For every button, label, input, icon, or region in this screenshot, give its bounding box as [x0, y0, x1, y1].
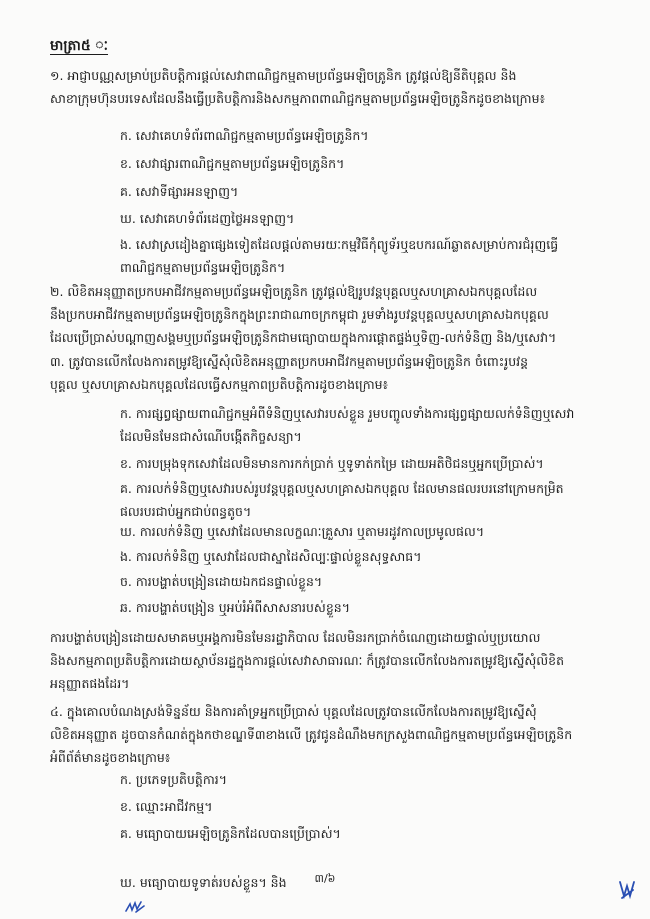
list-item: គ. សេវាទីផ្សារអនឡាញ។ [120, 184, 239, 199]
list-item: គ. ការលក់ទំនិញឬសេវារបស់រូបវន្តបុគ្គលឬសហគ្រាសឯកបុគ្គល ដែលមានផលរបរនៅក្រោមកម្រិត ផលរបរជាប់អ្នកជាប់ពន្ធតូច។ [120, 481, 564, 519]
paragraph-5: ៤. ក្នុងគោលបំណងស្រង់ទិន្នន័យ និងការគាំទ្រអ្នកប្រើប្រាស់ បុគ្គលដែលត្រូវបានលើកលែងការតម្រូវឱ្យស្នើសុំ លិខិតអនុញ្ញាត ដូចបានកំណត់ក្នុងកថាខណ្ឌទី៣ខាងលើ ត្រូវជូនដំណឹងមកក្រសួងពាណិជ្ជកម្មតាមប្រព័ន្ធអេឡិចត្រូនិក អំពីព័ត៌មានដូចខាងក្រោម៖ [50, 704, 573, 765]
list-item: ខ. ឈ្មោះអាជីវកម្ម។ [120, 799, 213, 814]
paragraph-3: ៣. ត្រូវបានលើកលែងការតម្រូវឱ្យស្នើសុំលិខិតអនុញ្ញាតប្រកបអាជីវកម្មតាមប្រព័ន្ធអេឡិចត្រូនិក ចំពោះរូបវន្ត បុគ្គល ឬសហគ្រាសឯកបុគ្គលដែលធ្វើសកម្មភាពប្រតិបត្តិការដូចខាងក្រោម៖ [50, 354, 529, 392]
list-item: ឃ. ការលក់ទំនិញ ឬសេវាដែលមានលក្ខណៈគ្រួសារ ឬតាមរដូវកាលប្រមូលផល។ [120, 524, 485, 539]
list-item-label: ឃ. មធ្យោបាយទូទាត់របស់ខ្លួន។ និង [120, 875, 287, 890]
list-item: គ. មធ្យោបាយអេឡិចត្រូនិកដែលបានប្រើប្រាស់។ [120, 826, 341, 841]
list-item: ឆ. ការបង្ហាត់បង្រៀន ឬអប់រំអំពីសាសនារបស់ខ្លួន។ [120, 600, 350, 615]
paragraph-1: ១. អាជ្ញាបណ្ណសម្រាប់ប្រតិបត្តិការផ្តល់សេវាពាណិជ្ជកម្មតាមប្រព័ន្ធអេឡិចត្រូនិក ត្រូវផ្តល់ឱ្យនីតិបុគ្គល និង សាខាក្រុមហ៊ុនបរទេសដែលនឹងធ្វើប្រតិបត្តិការនិងសកម្មភាពពាណិជ្ជកម្មតាមប្រព័ន្ធអេឡិចត្រូនិកដូចខាងក្រោម៖ [50, 68, 545, 106]
list-item: ក. សេវាគេហទំព័រពាណិជ្ជកម្មតាមប្រព័ន្ធអេឡិចត្រូនិក។ [120, 128, 369, 143]
page-number: ៣/៦ [314, 872, 336, 885]
list-item: ង. ការលក់ទំនិញ ឬសេវាដែលជាស្នាដៃសិល្បៈផ្ទាល់ខ្លួនសុទ្ធសាធ។ [120, 549, 422, 564]
list-item: ង. សេវាស្រដៀងគ្នាផ្សេងទៀតដែលផ្តល់តាមរយៈកម្មវិធីកុំព្យូទ័រឬឧបករណ៍ឆ្លាតសម្រាប់ការជំរុញធ្វើ ពាណិជ្ជកម្មតាមប្រព័ន្ធអេឡិចត្រូនិក។ [120, 237, 559, 275]
paragraph-2: ២. លិខិតអនុញ្ញាតប្រកបអាជីវកម្មតាមប្រព័ន្ធអេឡិចត្រូនិក ត្រូវផ្តល់ឱ្យរូបវន្តបុគ្គលឬសហគ្រាសឯកបុគ្គលដែល នឹងប្រកបអាជីវកម្មតាមប្រព័ន្ធអេឡិចត្រូនិកក្នុងព្រះរាជាណាចក្រកម្ពុជា រួមទាំងរូបវន្តបុគ្គលឬសហគ្រាសឯកបុគ្គល ដែលប្រើប្រាស់បណ្តាញសង្គមឬប្រព័ន្ធអេឡិចត្រូនិកជាមធ្យោបាយក្នុងការផ្តោតផ្ទង់ឬទិញ-លក់ទំនិញ និង/ឬសេវា។ [50, 284, 557, 345]
list-item: ច. ការបង្ហាត់បង្រៀនដោយឯកជនផ្ទាល់ខ្លួន។ [120, 574, 323, 589]
list-item: ក. ប្រភេទប្រតិបត្តិការ។ [120, 772, 227, 787]
list-item: ខ. ការបម្រុងទុកសេវាដែលមិនមានការកក់ប្រាក់ ឬទូទាត់កម្រៃ ដោយអតិថិជនឬអ្នកប្រើប្រាស់។ [120, 456, 544, 471]
article-heading: មាត្រា៥ ៈ [50, 38, 109, 54]
list-item: ខ. សេវាផ្សារពាណិជ្ជកម្មតាមប្រព័ន្ធអេឡិចត្រូនិក។ [120, 156, 345, 171]
corner-initials-icon [616, 876, 638, 902]
handwritten-initials-icon [124, 900, 146, 914]
list-item: ឃ. សេវាគេហទំព័រដេញថ្លៃអនឡាញ។ [120, 211, 295, 226]
paragraph-4: ការបង្ហាត់បង្រៀនដោយសមាគមឬអង្គការមិនមែនរដ្ឋាភិបាល ដែលមិនរកប្រាក់ចំណេញដោយផ្ទាល់ឬប្រយោល និងសកម្មភាពប្រតិបត្តិការដោយស្ថាប័នរដ្ឋក្នុងការផ្តល់សេវាសាធារណៈ ក៏ត្រូវបានលើកលែងការតម្រូវឱ្យស្នើសុំលិខិត អនុញ្ញាតផងដែរ។ [50, 630, 565, 691]
list-item: ក. ការផ្សព្វផ្សាយពាណិជ្ជកម្មអំពីទំនិញឬសេវារបស់ខ្លួន រួមបញ្ចូលទាំងការផ្សព្វផ្សាយលក់ទំនិញឬសេវា ដែលមិនមែនជាសំណើបង្កើតកិច្ចសន្យា។ [120, 406, 575, 444]
